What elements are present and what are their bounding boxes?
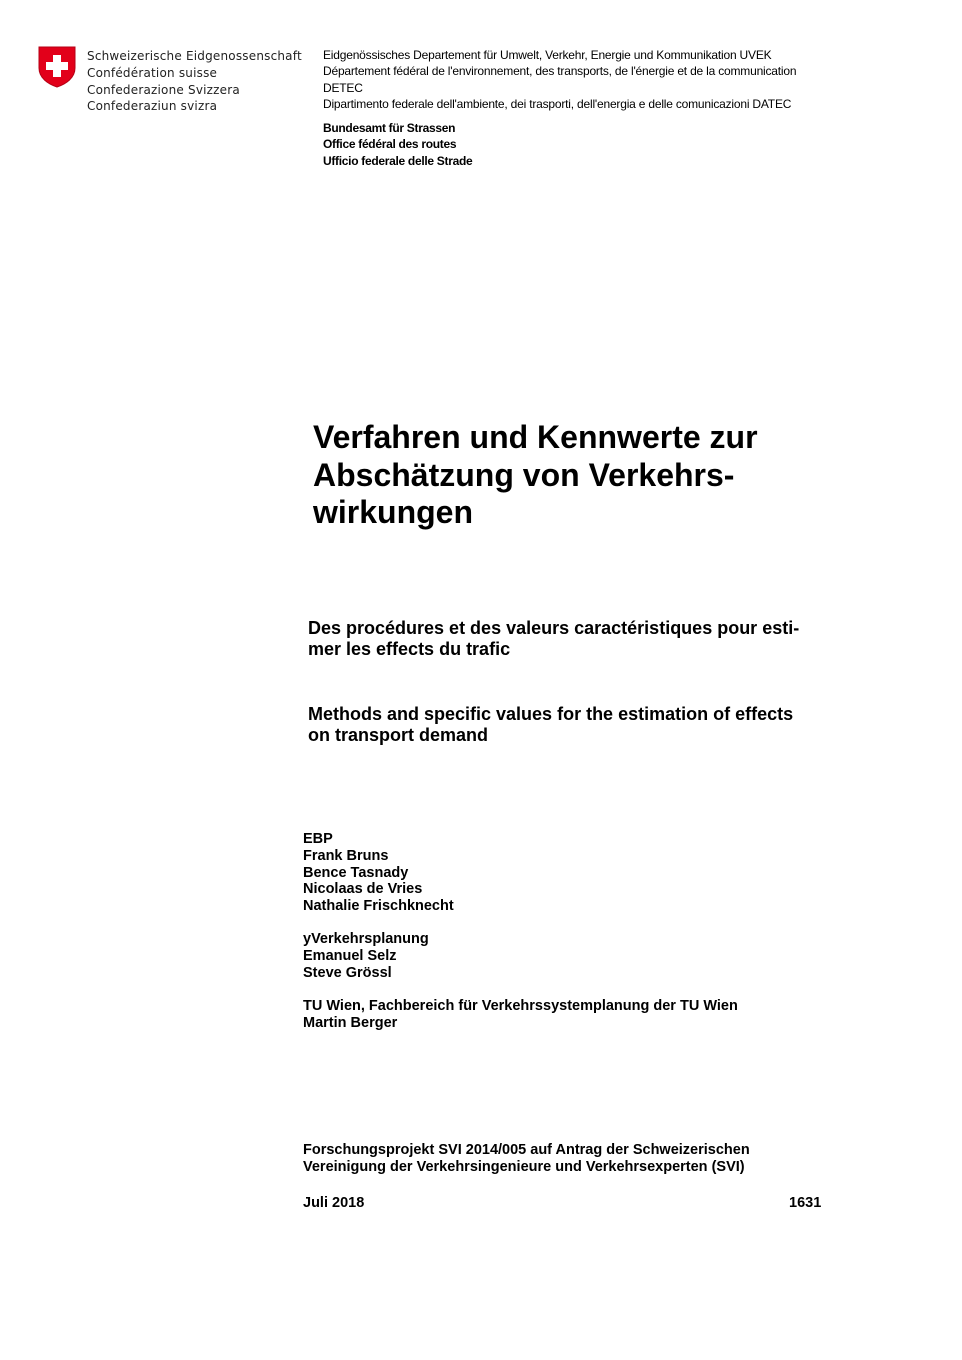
title-line: wirkungen <box>313 494 474 530</box>
confederation-rm: Confederaziun svizra <box>87 99 218 114</box>
subtitle-line: Des procédures et des valeurs caractéristiques pour esti- <box>308 618 800 638</box>
confederation-it: Confederazione Svizzera <box>87 82 240 97</box>
organization-name: EBP <box>303 831 333 847</box>
author-group-ebp <box>303 831 454 915</box>
department-fr: Département fédéral de l'environnement, des transports, de l'énergie et de la communication <box>323 64 797 79</box>
author-name: Nathalie Frischknecht <box>303 898 454 915</box>
subtitle-line: on transport demand <box>308 724 489 745</box>
subtitle-english <box>308 704 868 745</box>
research-project-line: Forschungsprojekt SVI 2014/005 auf Antrag der Schweizerischen <box>303 1142 750 1158</box>
research-project-line: Vereinigung der Verkehrsingenieure und Verkehrsexperten (SVI) <box>303 1158 745 1175</box>
subtitle-line: mer les effects du trafic <box>308 638 511 659</box>
research-project-note <box>303 1142 750 1176</box>
report-number: 1631 <box>789 1195 822 1211</box>
subtitle-french <box>308 618 868 659</box>
author-name: Bence Tasnady <box>303 864 409 881</box>
department-fr-abbr: DETEC <box>323 80 363 95</box>
document-title <box>313 419 873 532</box>
office-it: Ufficio federale delle Strade <box>323 153 473 168</box>
department-de: Eidgenössisches Departement für Umwelt, Verkehr, Energie und Kommunikation UVEK <box>323 48 772 62</box>
organization-name: yVerkehrsplanung <box>303 931 429 947</box>
confederation-fr: Confédération suisse <box>87 65 218 80</box>
office-fr: Office fédéral des routes <box>323 137 457 152</box>
confederation-de: Schweizerische Eidgenossenschaft <box>87 49 302 63</box>
author-name: Martin Berger <box>303 1014 398 1031</box>
office-de: Bundesamt für Strassen <box>323 121 456 135</box>
department-names <box>323 47 796 113</box>
author-group-tu-wien <box>303 998 738 1032</box>
author-name: Nicolaas de Vries <box>303 881 423 898</box>
organization-name: TU Wien, Fachbereich für Verkehrssystemplanung der TU Wien <box>303 998 738 1014</box>
office-names <box>323 120 472 169</box>
subtitle-line: Methods and specific values for the estimation of effects <box>308 704 794 724</box>
confederation-names <box>87 48 302 115</box>
author-group-yverkehrsplanung <box>303 931 429 981</box>
author-name: Emanuel Selz <box>303 947 397 964</box>
title-line: Abschätzung von Verkehrs- <box>313 456 735 493</box>
title-line: Verfahren und Kennwerte zur <box>313 419 758 455</box>
swiss-coat-of-arms-icon <box>38 46 76 88</box>
author-name: Frank Bruns <box>303 847 389 864</box>
author-name: Steve Grössl <box>303 964 392 981</box>
report-date: Juli 2018 <box>303 1195 365 1211</box>
department-it: Dipartimento federale dell'ambiente, dei trasporti, dell'energia e delle comunicazioni DATEC <box>323 97 792 112</box>
